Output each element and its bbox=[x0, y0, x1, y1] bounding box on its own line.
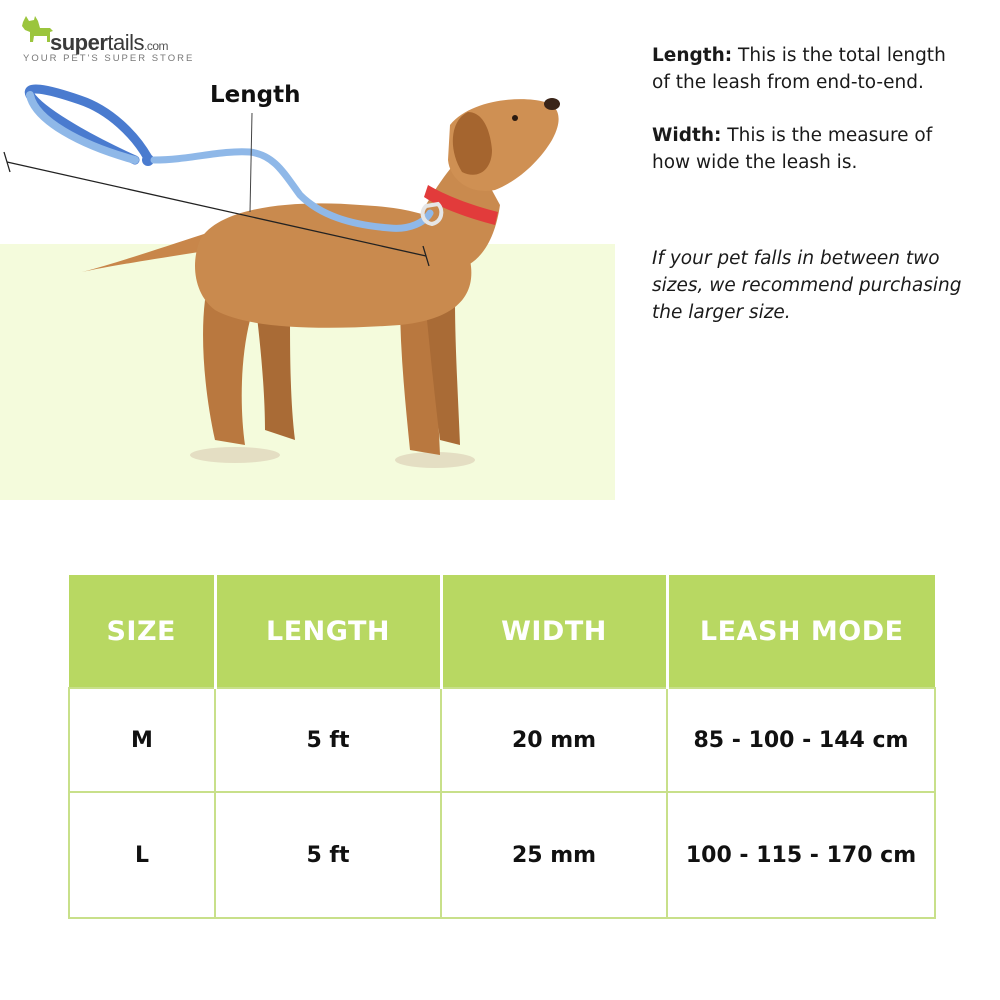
table-header-row bbox=[69, 575, 935, 688]
dog-with-leash-illustration bbox=[0, 0, 620, 500]
header-size: SIZE bbox=[69, 575, 215, 688]
width-description bbox=[652, 122, 962, 176]
logo-tagline: YOUR PET'S SUPER STORE bbox=[23, 53, 195, 64]
sizing-note: If your pet falls in between two sizes, we recommend purchasing the larger size. bbox=[652, 248, 962, 323]
cell-size: L bbox=[69, 792, 215, 918]
length-callout-label: Length bbox=[210, 82, 301, 108]
size-chart-table bbox=[68, 575, 936, 919]
cell-leash-mode: 85 - 100 - 144 cm bbox=[667, 688, 935, 792]
header-width: WIDTH bbox=[441, 575, 667, 688]
logo-brand-part2: tails bbox=[107, 30, 145, 55]
length-term: Length: bbox=[652, 45, 733, 66]
table-row bbox=[69, 688, 935, 792]
cell-length: 5 ft bbox=[215, 792, 441, 918]
table-row bbox=[69, 792, 935, 918]
cell-width: 25 mm bbox=[441, 792, 667, 918]
cell-width: 20 mm bbox=[441, 688, 667, 792]
logo-brand-part1: super bbox=[50, 30, 108, 55]
width-term: Width: bbox=[652, 125, 722, 146]
header-leash-mode: LEASH MODE bbox=[667, 575, 935, 688]
cell-leash-mode: 100 - 115 - 170 cm bbox=[667, 792, 935, 918]
cell-length: 5 ft bbox=[215, 688, 441, 792]
length-text: This is the total length of the leash from end-to-end. bbox=[652, 45, 946, 93]
header-length: LENGTH bbox=[215, 575, 441, 688]
cell-size: M bbox=[69, 688, 215, 792]
width-text: This is the measure of how wide the leash is. bbox=[652, 125, 933, 173]
logo-tld: .com bbox=[144, 39, 169, 53]
length-description bbox=[652, 42, 962, 96]
